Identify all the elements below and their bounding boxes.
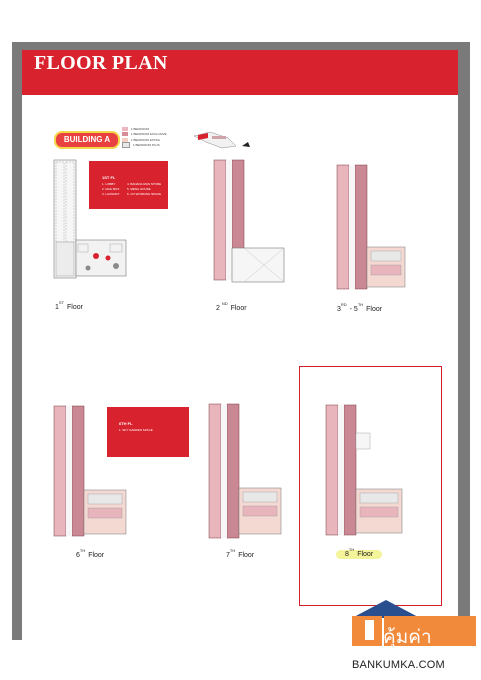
- info-box-title: 1ST FL: [102, 175, 116, 180]
- legend-label: 1 BEDROOM EXCLUSIVE: [131, 132, 167, 136]
- info-box-title: 6TH FL: [119, 421, 133, 426]
- floor-word: Floor: [357, 551, 374, 558]
- page-title: FLOOR PLAN: [34, 52, 168, 74]
- legend-item: [122, 126, 167, 131]
- floor-ordinal: RD: [340, 302, 347, 307]
- header-banner: [22, 50, 458, 95]
- legend-swatch: [122, 138, 128, 142]
- legend-swatch: [122, 132, 128, 136]
- floor-label-8: [336, 547, 382, 558]
- floor-label-1: [55, 300, 83, 311]
- legend-label: 1 BEDROOM PLUS: [133, 143, 160, 147]
- unit-legend: [122, 126, 167, 148]
- brand-url: BANKUMKA.COM: [352, 659, 445, 671]
- floor-plan-7: [205, 402, 285, 542]
- floor-number: 7: [226, 552, 230, 559]
- floor-number: 1: [55, 304, 59, 311]
- info-box-item: 5. MENU HOUSE: [127, 187, 151, 191]
- floor-number: 8: [345, 551, 349, 558]
- floor-plan-2: [210, 158, 286, 288]
- info-box-item: 3. LAUNDRY: [102, 192, 120, 196]
- legend-item: [122, 143, 167, 148]
- legend-label: 1 BEDROOM EXTRA: [131, 137, 160, 142]
- floor-ordinal: TH: [229, 548, 236, 553]
- floor-word: Floor: [230, 305, 247, 312]
- info-box-item: 1. SKY GARDEN SPACE: [119, 428, 153, 432]
- selected-floor-frame: [299, 366, 442, 606]
- floor-ordinal: TH: [357, 302, 364, 307]
- floor-ordinal: ND: [221, 301, 228, 306]
- floor-word: Floor: [238, 552, 255, 559]
- highlighted-floor-tag: [336, 547, 382, 559]
- floor-ordinal: TH: [79, 548, 86, 553]
- floor-number: 3: [337, 306, 341, 313]
- floor-word: Floor: [88, 552, 105, 559]
- legend-swatch: [122, 142, 130, 148]
- floor-number: 2: [216, 305, 220, 312]
- floor-plan-3-5: [333, 163, 409, 293]
- building-badge: BUILDING A: [54, 131, 120, 149]
- floor-word: Floor: [66, 304, 83, 311]
- legend-item: [122, 132, 167, 137]
- legend-swatch: [122, 127, 128, 131]
- floor-number: 6: [76, 552, 80, 559]
- site-key-map: [192, 126, 254, 152]
- floor-label-6: [76, 548, 104, 559]
- floor-ordinal: ST: [58, 300, 65, 305]
- floor-word: Floor: [366, 306, 383, 313]
- floor-label-2: [216, 301, 247, 312]
- legend-label: 1 BEDROOM: [131, 126, 150, 131]
- info-box-item: 2. MAIL BOX: [102, 187, 120, 191]
- info-box-item: 1. LOBBY: [102, 182, 116, 186]
- floor-number-end: - 5: [349, 306, 358, 313]
- floor-plan-6: [50, 404, 130, 540]
- brand-name-thai: คุ้มค่า: [383, 627, 432, 648]
- floor-label-7: [226, 548, 254, 559]
- info-box-item: 6. CO WORKING SPACE: [127, 192, 162, 196]
- floor-ordinal: TH: [348, 547, 355, 552]
- floor-plan-1: [50, 158, 132, 282]
- floor-label-3-5: [337, 302, 382, 313]
- info-box-item: 4. BANANA MAN STORE: [127, 182, 162, 186]
